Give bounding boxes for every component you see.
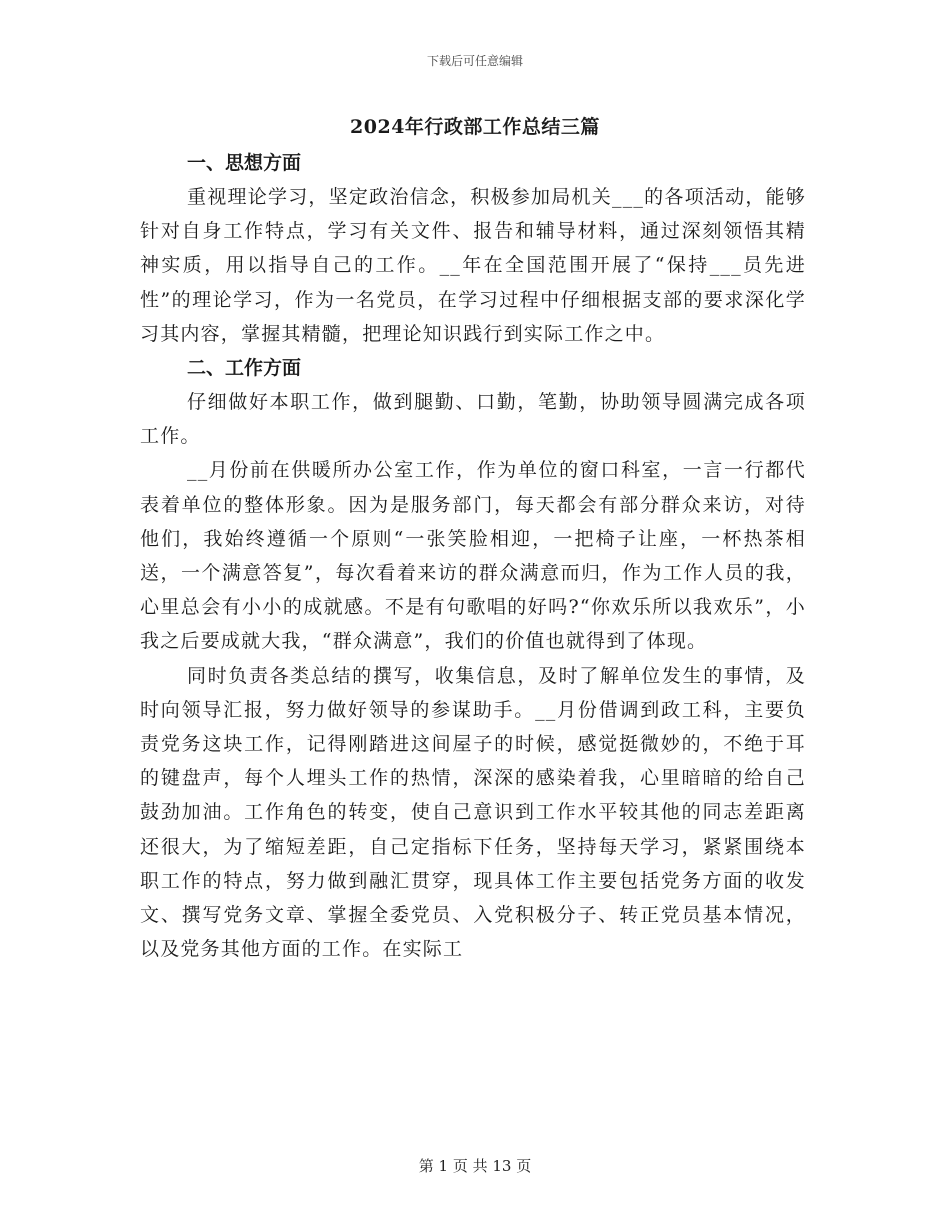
- paragraph: __月份前在供暖所办公室工作，作为单位的窗口科室，一言一行都代表着单位的整体形象。因为是服务部门，每天都会有部分群众来访，对待他们，我始终遵循一个原则“一张笑脸相迎，一把椅子让座，一杯热茶相送，一个满意答复”，每次看着来访的群众满意而归，作为工作人员的我，心里总会有小小的成就感。不是有句歌唱的好吗?“你欢乐所以我欢乐”，小我之后要成就大我，“群众满意”，我们的价值也就得到了体现。: [140, 459, 806, 653]
- paragraph: 仔细做好本职工作，做到腿勤、口勤，笔勤，协助领导圆满完成各项工作。: [140, 391, 806, 448]
- page-number: 第 1 页 共 13 页: [418, 1157, 532, 1175]
- section-heading-thought: 一、思想方面: [187, 152, 302, 174]
- paragraph: 同时负责各类总结的撰写，收集信息，及时了解单位发生的事情，及时向领导汇报，努力做好领导的参谋助手。__月份借调到政工科，主要负责党务这块工作，记得刚踏进这间屋子的时候，感觉挺微妙的，不绝于耳的键盘声，每个人埋头工作的热情，深深的感染着我，心里暗暗的给自己鼓劲加油。工作角色的转变，使自己意识到工作水平较其他的同志差距离还很大，为了缩短差距，自己定指标下任务，坚持每天学习，紧紧围绕本职工作的特点，努力做到融汇贯穿，现具体工作主要包括党务方面的收发文、撰写党务文章、掌握全委党员、入党积极分子、转正党员基本情况，以及党务其他方面的工作。在实际工: [140, 664, 806, 961]
- document-body: [140, 146, 806, 966]
- section-heading-work: 二、工作方面: [187, 357, 302, 380]
- page-header-note: 下载后可任意编辑: [426, 54, 523, 68]
- document-title: 2024年行政部工作总结三篇: [350, 116, 600, 138]
- paragraph: 重视理论学习，坚定政治信念，积极参加局机关___的各项活动，能够针对自身工作特点，学习有关文件、报告和辅导材料，通过深刻领悟其精神实质，用以指导自己的工作。__年在全国范围开展了“保持___员先进性”的理论学习，作为一名党员，在学习过程中仔细根据支部的要求深化学习其内容，掌握其精髓，把理论知识践行到实际工作之中。: [140, 186, 806, 345]
